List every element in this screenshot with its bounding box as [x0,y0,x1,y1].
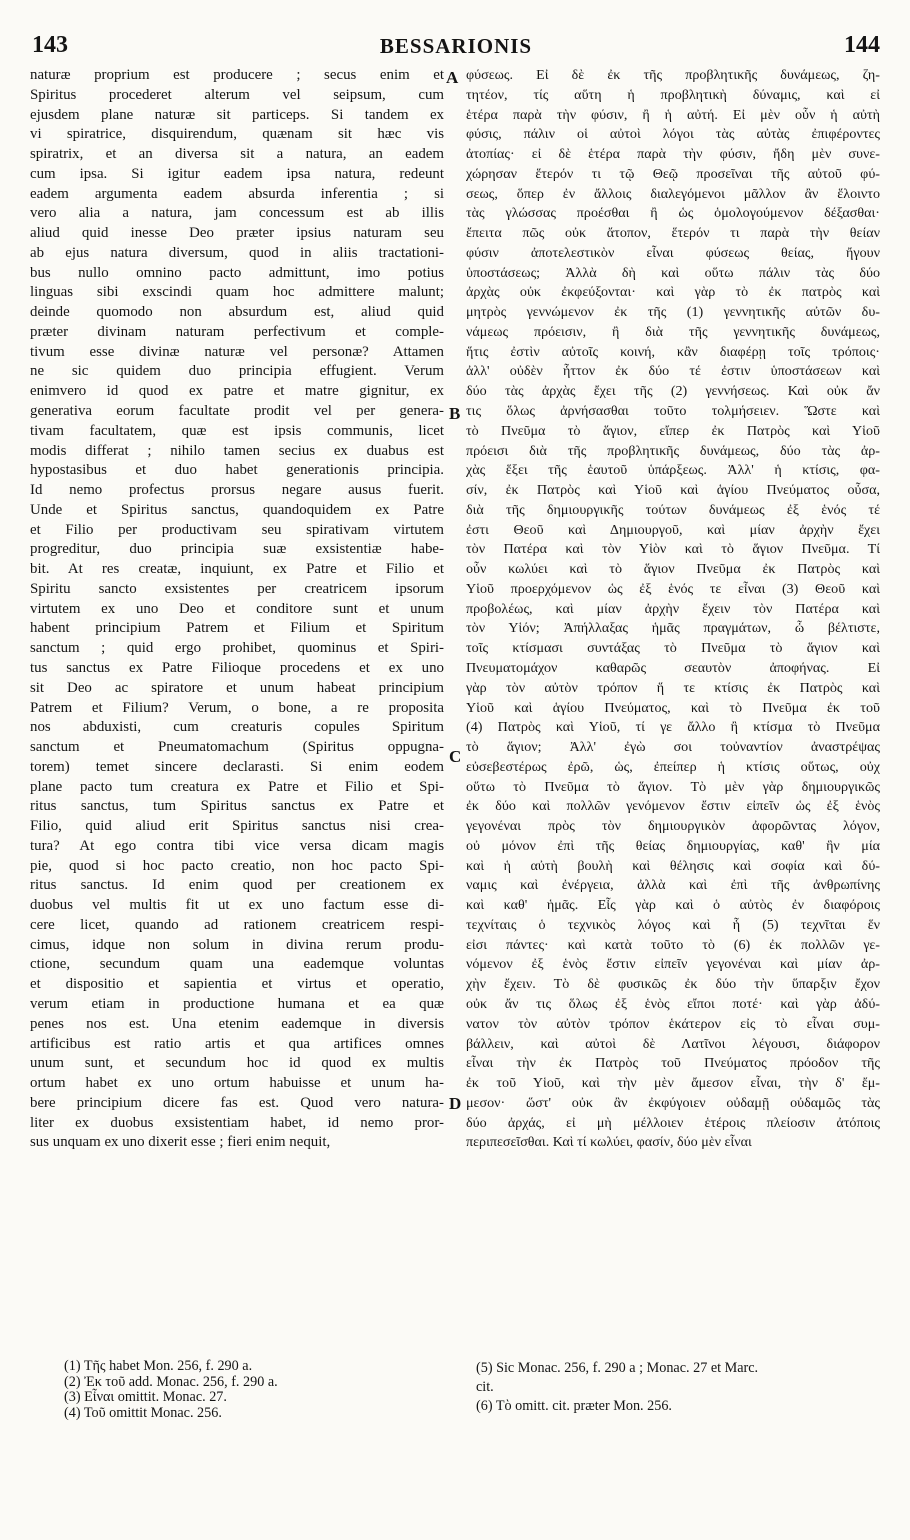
latin-text-line: sit Deo ac spiratore et unum habeat principium [30,679,444,696]
latin-text-line: bit. At res creatæ, inquiunt, ex Patre et Filio et [30,561,444,578]
greek-text-line: εὐσεβεστέρως ἐρῶ, ὡς, ἐπείπερ ἡ κτίσις οὕτως, οὐχ [466,758,880,775]
greek-text-line: τοῖς κτίσμασι συντάξας τὸ Πνεῦμα τὸ ἅγιον καὶ [466,640,880,657]
greek-text-line: τις ὅλως ἀρνήσασθαι τοῦτο τολμήσειεν. Ὥστε καὶ [466,403,880,420]
greek-text-line: Υἱοῦ καὶ ἁγίου Πνεύματος, καὶ τὸ Πνεῦμα ἐκ τοῦ [466,699,880,716]
latin-text-line: Spiritu sancto exsistentes per creatricem ipsorum [30,580,444,597]
latin-text-line: Spiritus procederet alterum vel seipsum, cum [30,86,444,103]
greek-text-line: νατον τὸν αὐτὸν τρόπον ἑκάτερον εἰς τὸ εἶναι συμ- [466,1015,880,1032]
latin-text-line: spiratrix, et an diversa sit a natura, an eadem [30,146,444,163]
running-title: BESSARIONIS [379,34,533,58]
latin-text-line: generativa eorum facultate prodit vel per genera- [30,403,444,420]
greek-text-line: χὰς ἕξει τῆς ἑαυτοῦ ὑπάρξεως. Ἀλλ' ἡ κτίσις, φα- [466,462,880,479]
latin-text-line: vi spiratrice, disquirendum, quænam sit hæc vis [30,126,444,143]
latin-text-line: ejusdem plane naturæ sit particeps. Si tandem ex [30,106,444,123]
greek-text-line: φύσεως. Εἰ δὲ ἐκ τῆς προβλητικῆς δυνάμεως, ζη- [466,67,880,83]
latin-text-line: cere licet, quando ad rationem creatricem respi- [30,916,444,933]
footnotes-right [476,1359,896,1416]
latin-text-line: et Filio per productivam seu spirativam virtutem [30,521,444,538]
greek-text-line: (4) Πατρὸς καὶ Υἱοῦ, τί γε ἄλλο ἢ κτίσμα τὸ Πνεῦμα [466,719,880,736]
page-header [32,32,880,68]
greek-text-line: οὖν κωλύει καὶ τὸ ἅγιον Πνεῦμα ἐκ Πατρὸς καὶ [466,561,880,578]
greek-text-line: καὶ ἡ αὐτὴ βουλὴ καὶ θέλησις καὶ σοφία καὶ δύ- [466,857,880,874]
greek-text-line: περιπεσεῖσθαι. Καὶ τί κωλύει, φασίν, δύο μὲν εἶναι [466,1134,752,1151]
greek-text-line: δύο τὰς ἀρχὰς ἔχει τῆς (2) γεννήσεως. Καὶ οὐκ ἄν [466,383,880,400]
latin-text-line: tivam facultatem, quæ est ipsis communis, licet [30,422,444,439]
greek-column [466,66,880,1153]
greek-text-line: προβολέως, καὶ μίαν ἀρχὴν ἔχειν τὸν Πατέρα καὶ [466,600,880,617]
page-number-left: 143 [32,32,68,58]
greek-text-line: μεσον· ὥστ' οὐκ ἂν ἐκφύγοιεν οὐδαμῇ οὐδαμῶς τὰς [466,1094,880,1111]
footnote: (3) Εἶναι omittit. Monac. 27. [64,1389,227,1405]
latin-text-line: et dispositio et sapientia et virtus et operatio, [30,976,444,993]
greek-text-line: διὰ τῆς δημιουργικῆς τούτων δυνάμεως ἐξ ἑνός τέ [466,501,880,518]
latin-text-line: nos abduxisti, cum creaturis copules Spiritum [30,719,444,736]
latin-text-line: cimus, idque non solum in divina rerum produ- [30,936,444,953]
latin-text-line: modis differat ; nihilo tamen secius ex duabus est [30,442,444,459]
latin-text-line: pie, quod si hoc pacto creatio, non hoc pacto Spi- [30,857,444,874]
latin-text-line: tus sanctus ex Patre Filioque procedens et ex uno [30,659,444,676]
greek-text-line: οὕτω τὸ Πνεῦμα τὸ ἅγιον. Τὸ μὲν γὰρ δημιουργικῶς [466,778,880,795]
latin-text-line: ne sic quidem duo principia effugient. Verum [30,363,444,380]
latin-text-line: Unde et Spiritus sanctus, quandoquidem ex Patre [30,501,444,518]
latin-text-line: sus unquam ex uno dixerit esse ; fieri enim nequit, [30,1134,331,1151]
footnote: (6) Τὸ omitt. cit. præter Mon. 256. [476,1398,672,1414]
latin-text-line: progreditur, duo principia suæ exsistentiæ habe- [30,541,444,558]
footnote: (1) Τῆς habet Mon. 256, f. 290 a. [64,1358,253,1374]
latin-text-line: sanctum ; quid ergo prohibet, quominus et Spiri- [30,640,444,657]
greek-text-line: οὐ μόνον ἐπὶ τῆς θείας δημιουργίας, καθ' ἣν μία [466,837,880,854]
greek-text-line: ναμις καὶ ἐνέργεια, ἀλλὰ καὶ ἐπὶ τῆς ἀνθρωπίνης [466,877,880,894]
footnote: cit. [476,1379,494,1395]
greek-text-line: Πνευματομάχον καθαρῶς σεαυτὸν ἀποφήνας. Εἰ [466,659,880,676]
greek-text-line: τητέον, τίς αὕτη ἡ προβλητικὴ δύναμις, καὶ εἰ [466,86,880,103]
greek-text-line: γὰρ τὸν αὐτὸν τρόπον ἥ τε κτίσις ἐκ Πατρὸς καὶ [466,679,880,696]
latin-text-line: duobus vel multis fit ut ex uno factum esse di- [30,897,444,914]
greek-text-line: εἶναι τὴν ἐκ Πατρὸς τοῦ Πνεύματος πρόοδον τῆς [466,1055,880,1072]
greek-text-line: τὸν Υἱόν; Ἀπήλλαξας ἡμᾶς πραγμάτων, ὦ βέλτιστε, [466,620,880,637]
latin-text-line: enimvero id quod ex patre et matre gignitur, ex [30,383,444,400]
latin-text-line: Filio, quid aliud erit Spiritus sanctus nisi crea- [30,818,444,835]
footnote: (5) Sic Monac. 256, f. 290 a ; Monac. 27 et Marc. [476,1360,759,1376]
latin-text-line: tura? At ego contra tibi vice versa dicam magis [30,837,444,854]
latin-text-line: linguas sibi exscindi quam hoc admittere malunt; [30,284,444,301]
greek-text-line: ἐστι Θεοῦ καὶ Δημιουργοῦ, καὶ μίαν ἀρχὴν ἔχει [466,521,880,538]
greek-text-line: βάλλειν, καὶ αὐτοὶ δὲ Λατῖνοι λέγουσι, διάφορον [466,1035,880,1052]
greek-text-line: ἐκ δύο καὶ πολλῶν γενόμενον ἔστιν εἰπεῖν ὡς ἐξ ἑνὸς [466,798,880,815]
latin-text-line: unum sunt, et secundum hoc id quod ex multis [30,1055,444,1072]
greek-text-line: τὰς γλώσσας προέσθαι ἢ ὡς ὁμολογούμενον δέξασθαι· [466,205,880,222]
footnote: (4) Τοῦ omittit Monac. 256. [64,1404,222,1421]
latin-text-line: ab ejus natura diversum, quod in aliis tractationi- [30,244,444,261]
latin-text-line: bus nullo omnino pacto admittunt, imo potius [30,264,444,281]
greek-text-line: φύσις, πάλιν οἱ αὐτοὶ λόγοι τὰς αὐτὰς ἐπιφέροντες [466,126,880,143]
latin-text-line: Id nemo profectus prorsus negare ausus fuerit. [30,482,444,499]
latin-text-line: Patrem et Filium? Verum, o bone, a re proposita [30,699,444,716]
greek-text-line: νάμεως πρόεισιν, ἢ διὰ τῆς γεννητικῆς δυνάμεως, [466,323,880,340]
greek-text-line: φύσιν ἀποτελεστικὸν εἶναι φύσεως θείας, ἤγουν [466,244,880,261]
latin-text-line: cum ipsa. Si igitur eadem ipsa natura, redeunt [30,165,444,182]
margin-letter-a: A [446,68,459,87]
greek-text-line: ἐκ τοῦ Υἱοῦ, καὶ τὴν μὲν ἄμεσον εἶναι, τὴν δ' ἔμ- [466,1075,880,1092]
latin-text-line: vero alia a natura, jam concessum est ab illis [30,205,444,222]
latin-text-line: bere principium dicere fas est. Quod vero natura- [30,1094,444,1111]
greek-text-line: δύο ἀρχάς, εἰ μὴ μέλλοιεν ἑτέροις πλείοσιν ἀτόποις [466,1114,880,1131]
greek-text-line: εἰσι πάντες· καὶ κατὰ τοῦτο τὸ (6) ἐκ πολλῶν γε- [466,936,880,953]
latin-text-line: sanctum et Pneumatomachum (Spiritus oppugna- [30,739,444,756]
latin-text-line: artificibus est ratio artis et qua artifices omnes [30,1035,444,1052]
greek-text-line: ἑτέρα παρὰ τὴν φύσιν, ἢ ἡ αὐτή. Εἰ μὲν οὖν ἡ αὐτὴ [466,106,880,123]
latin-text-line: ritus sanctus, tum Spiritus sanctus ex Patre et [30,798,444,815]
footnotes-left [64,1359,444,1421]
greek-text-line: ἀρχὰς οὐκ ἐκφεύξονται· καὶ γὰρ τὸ ἐκ πατρὸς καὶ [466,284,880,301]
greek-text-line: χὴν ἔχειν. Τὸ δὲ φυσικῶς ἐκ δύο τὴν ὕπαρξιν ἔχον [466,976,880,993]
latin-text-line: hypostasibus et duo habet generationis principia. [30,462,444,479]
margin-letter-c: C [449,747,462,766]
latin-text-line: habent principium Patrem et Filium et Spiritum [30,620,444,637]
greek-text-line: οὐκ ἄν τις ὅλως ἐξ ἑνὸς εἴποι ποτέ· καὶ γὰρ ἀδύ- [466,995,880,1012]
latin-text-line: verum etiam in productione humana et ea quæ [30,995,444,1012]
greek-text-line: ὑποστάσεως; Ἀλλὰ δὴ καὶ οὕτω πάλιν τὰς δύο [466,264,880,281]
greek-text-line: ἥτις ἐστὶν αὐτοῖς κοινή, κἂν διαφέρῃ τοῖς τρόποις· [466,343,880,360]
latin-text-line: eadem argumenta eadem absurda inferentia ; si [30,185,444,202]
greek-text-line: πρόεισι διὰ τῆς προβλητικῆς δυνάμεως, δύο τὰς ἀρ- [466,442,880,459]
greek-text-line: σεως, ὅπερ ἐν ἄλλοις διαλεγόμενοι μᾶλλον ἂν ἕλοιντο [466,185,880,202]
greek-text-line: Υἱοῦ προερχόμενον ὡς ἐξ ἑνός τε εἶναι (3) Θεοῦ καὶ [466,580,880,597]
latin-text-line: liter ex duobus exsistentiam habet, id nemo pror- [30,1114,444,1131]
greek-text-line: τὸ Πνεῦμα τὸ ἅγιον, εἴπερ ἐκ Πατρὸς καὶ Υἱοῦ [466,422,880,439]
greek-text-line: ἀλλ' οὐδὲν ἧττον ἐκ δύο τέ ἐστιν ὑποστάσεων καὶ [466,363,880,380]
footnote: (2) Ἐκ τοῦ add. Monac. 256, f. 290 a. [64,1373,278,1390]
latin-text-line: ctione, secundum quam una eademque voluntas [30,956,444,973]
latin-text-line: naturæ proprium est producere ; secus enim et [30,67,444,83]
latin-text-line: penes nos est. Una etenim eademque in diversis [30,1015,444,1032]
greek-text-line: χώρησαν ἕτερόν τι τῷ Θεῷ προσεῖναι τῆς αὐτοῦ φύ- [466,165,880,182]
greek-text-line: νόμενον ἐξ ἑνὸς ἔστιν εἰπεῖν γεγονέναι καὶ μίαν ἀρ- [466,956,880,973]
latin-text-line: ortum habet ex uno ortum habuisse et unum ha- [30,1075,444,1092]
latin-text-line: tivum esse divinæ naturæ vel personæ? Attamen [30,343,444,360]
greek-text-line: μητρὸς γεννώμενον ἐκ τῆς (1) γεννητικῆς αὐτῶν δυ- [466,304,880,321]
greek-text-line: καὶ καθ' ἡμᾶς. Εἷς γὰρ καὶ ὁ αὐτὸς ἐν διαφόροις [466,897,880,914]
greek-text-line: τὸν Πατέρα καὶ τὸν Υἱὸν καὶ τὸ ἅγιον Πνεῦμα. Τί [466,541,880,558]
page-number-right: 144 [844,32,880,58]
greek-text-line: ἀτοπίας· εἰ δὲ ἑτέρα παρὰ τὴν φύσιν, ἤδη μὲν συνε- [466,146,880,163]
latin-column [30,66,444,1153]
latin-text-line: ritus sanctus. Id enim quod per creationem ex [30,877,444,894]
latin-text-line: aliud quid inesse Deo præter ipsius naturam seu [30,225,444,242]
greek-text-line: σίν, ἐκ Πατρὸς καὶ Υἱοῦ καὶ ἁγίου Πνεύματος οὖσα, [466,482,880,499]
greek-text-line: γεγονέναι πρὸς τὸν δημιουργικὸν ἀφορῶντας λόγον, [466,818,880,835]
latin-text-line: virtutem ex uno Deo et conditore sunt et unum [30,600,444,617]
greek-text-line: τὸ ἅγιον; Ἀλλ' ἐγὼ σοι τοὐναντίον ἀναστρέψας [466,739,880,756]
margin-letter-d: D [449,1094,462,1113]
latin-text-line: torem) temet sincere declarasti. Si enim eodem [30,758,444,775]
greek-text-line: τεχνίταις ὁ τεχνικὸς λόγος καὶ ἧ (5) τεχνῖται ἕν [466,916,880,933]
latin-text-line: præter divinam naturam perfectivum et comple- [30,323,444,340]
greek-text-line: ἔπειτα πῶς οὐκ ἄτοπον, ἕτερόν τι παρὰ τὴν θείαν [466,225,880,242]
margin-letter-b: B [449,404,461,423]
latin-text-line: deinde quomodo non absurdum est, aliud quid [30,304,444,321]
latin-text-line: plane pacto tum creatura ex Patre et Filio et Spi- [30,778,444,795]
